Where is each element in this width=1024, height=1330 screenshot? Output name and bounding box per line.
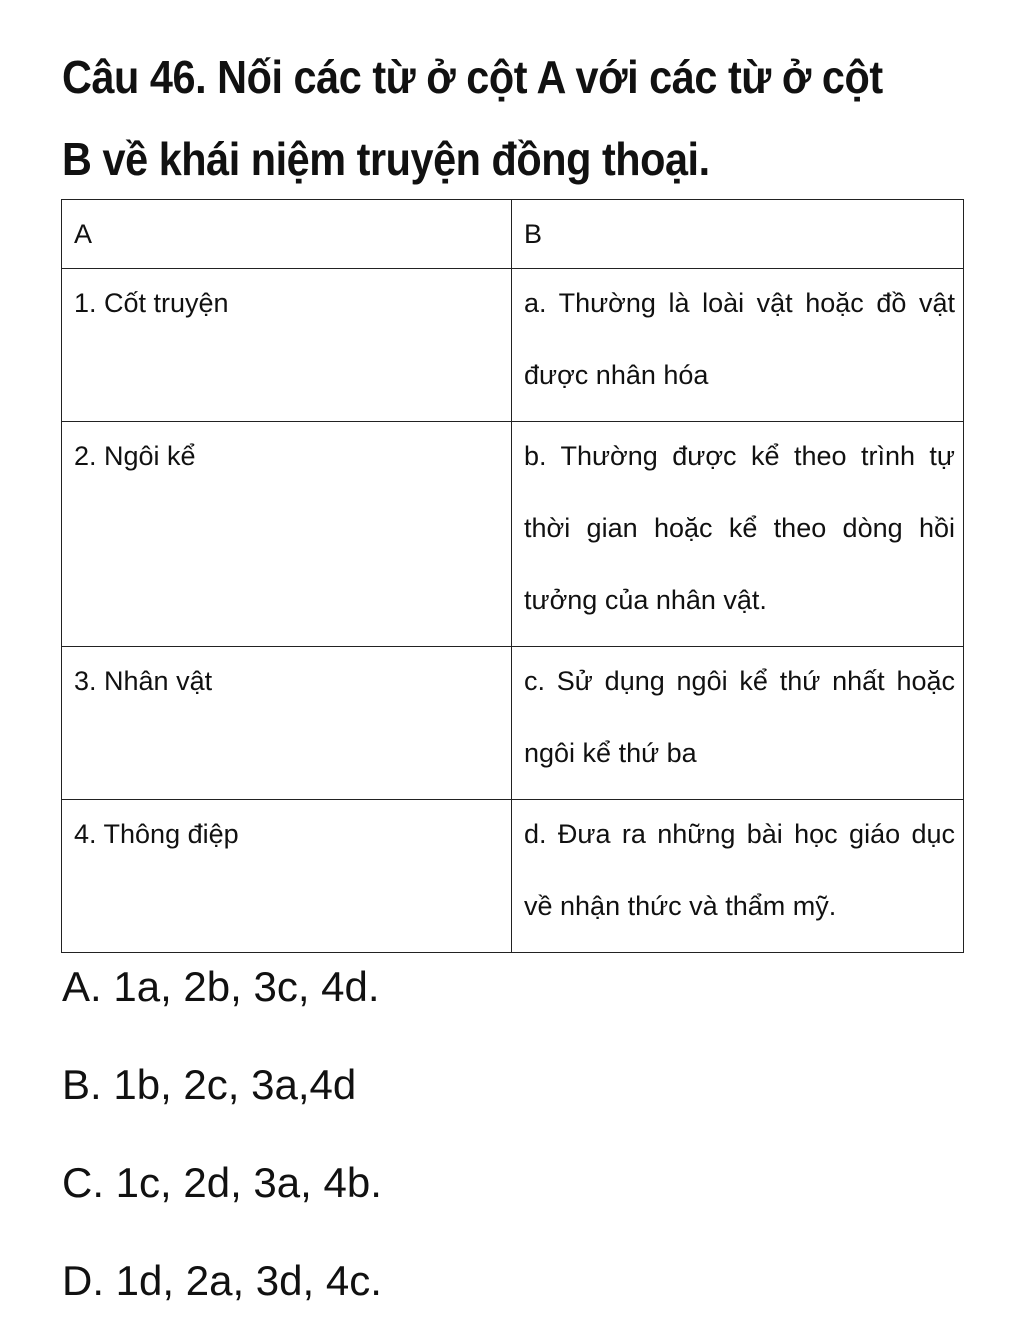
matching-table <box>61 199 964 953</box>
column-b-header: B <box>512 200 964 269</box>
option-a[interactable]: A. 1a, 2b, 3c, 4d. <box>62 963 380 1010</box>
question-title: Câu 46. Nối các từ ở cột A với các từ ở cột B về khái niệm truyện đồng thoại. <box>62 51 883 185</box>
column-b-cell: c. Sử dụng ngôi kể thứ nhất hoặc ngôi kể thứ ba <box>512 647 964 800</box>
column-a-header: A <box>62 200 512 269</box>
column-a-cell: 3. Nhân vật <box>62 647 512 800</box>
option-d[interactable]: D. 1d, 2a, 3d, 4c. <box>62 1257 382 1304</box>
table-row <box>62 269 964 422</box>
column-b-cell: a. Thường là loài vật hoặc đồ vật được nhân hóa <box>512 269 964 422</box>
option-c[interactable]: C. 1c, 2d, 3a, 4b. <box>62 1159 382 1206</box>
table-row <box>62 800 964 953</box>
column-a-cell: 2. Ngôi kể <box>62 422 512 647</box>
column-b-cell: d. Đưa ra những bài học giáo dục về nhận thức và thẩm mỹ. <box>512 800 964 953</box>
answer-options <box>62 938 382 1330</box>
column-b-cell: b. Thường được kể theo trình tự thời gian hoặc kể theo dòng hồi tưởng của nhân vật. <box>512 422 964 647</box>
table-row <box>62 647 964 800</box>
table-row <box>62 422 964 647</box>
option-b[interactable]: B. 1b, 2c, 3a,4d <box>62 1061 357 1108</box>
column-a-cell: 1. Cốt truyện <box>62 269 512 422</box>
table-header-row <box>62 200 964 269</box>
column-a-cell: 4. Thông điệp <box>62 800 512 953</box>
